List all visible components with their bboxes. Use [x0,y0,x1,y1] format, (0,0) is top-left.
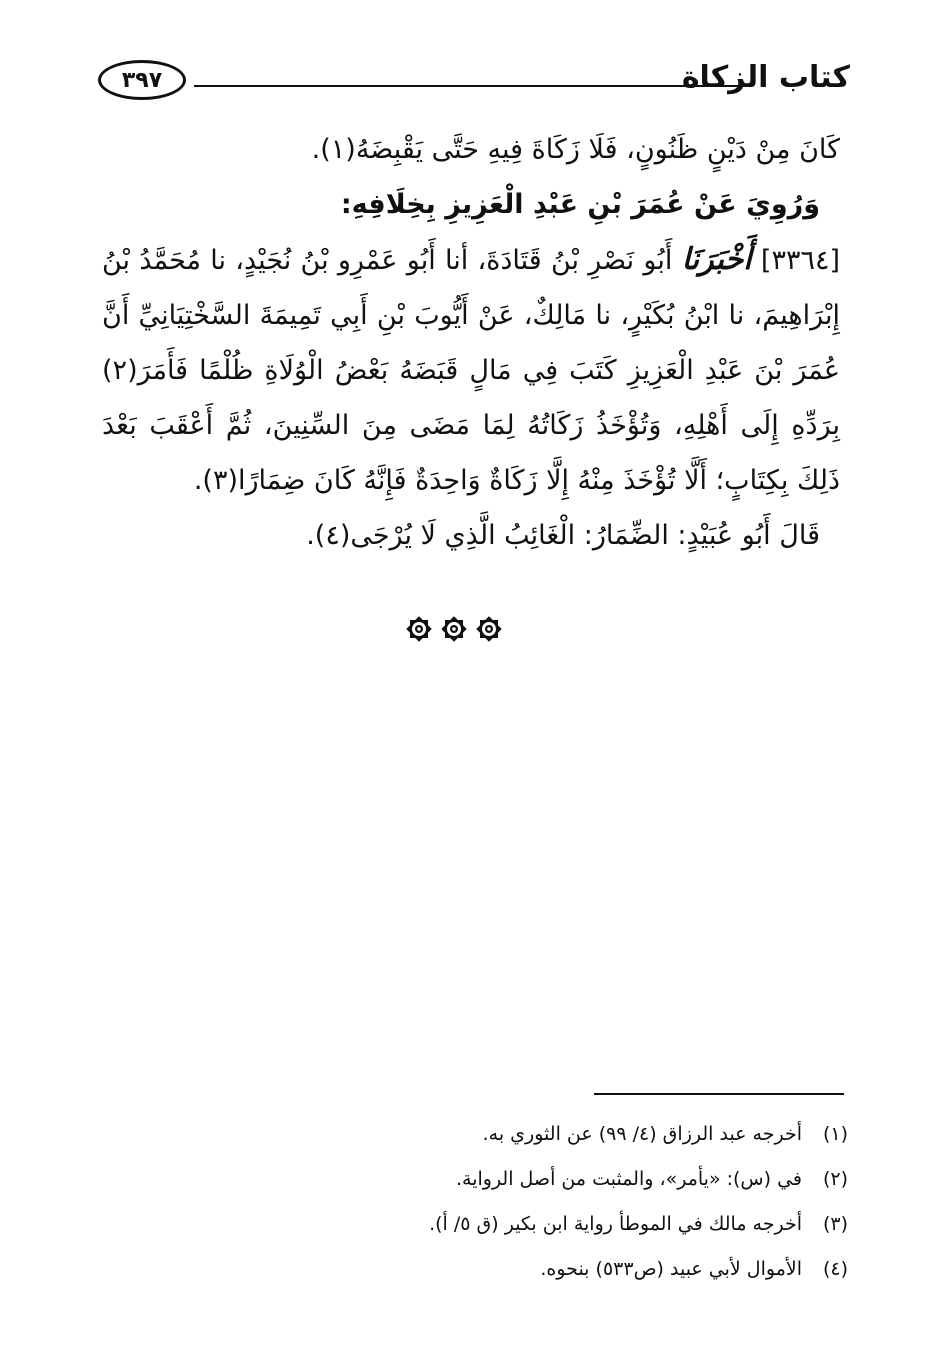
footnote-number: (٤) [822,1258,848,1280]
footnote-text: أخرجه مالك في الموطأ رواية ابن بكير (ق ٥/ أ). [429,1213,802,1235]
footnote-number: (٣) [822,1213,848,1235]
akhbarana-word: أَخْبَرَنَا [681,242,752,277]
footnote-text: في (س): «يأمر»، والمثبت من أصل الرواية. [455,1168,802,1190]
rosette-icon [475,615,503,643]
section-ornament [405,612,503,646]
rosette-icon [405,615,433,643]
footnote-item [328,1112,848,1157]
page-number: ٣٩٧ [98,60,186,100]
footnote-text: أخرجه عبد الرزاق (٤/ ٩٩) عن الثوري به. [482,1123,802,1145]
footnote-item [328,1247,848,1292]
hadith-text: أَبُو نَصْرِ بْنُ قَتَادَةَ، أنا أَبُو عَمْرِو بْنُ نُجَيْدٍ، نا مُحَمَّدُ بْنُ إِبْرَاهِيمَ، نا ابْنُ بُكَيْرٍ، نا مَالِكٌ، عَنْ أَيُّوبَ بْنِ أَبِي تَمِيمَةَ السَّخْتِيَانِيِّ أَنَّ عُمَرَ بْنَ عَبْدِ الْعَزِيزِ كَتَبَ فِي مَالٍ قَبَضَهُ بَعْضُ الْوُلَاةِ ظُلْمًا فَأَمَرَ(٢) بِرَدِّهِ إِلَى أَهْلِهِ، وَتُؤْخَذُ زَكَاتُهُ لِمَا مَضَى مِنَ السِّنِينَ، ثُمَّ أَعْقَبَ بَعْدَ ذَلِكَ بِكِتَابٍ؛ أَلَّا تُؤْخَذَ مِنْهُ إِلَّا زَكَاةٌ وَاحِدَةٌ فَإِنَّهُ كَانَ ضِمَارًا(٣). [102,245,840,496]
text-line: كَانَ مِنْ دَيْنٍ ظَنُونٍ، فَلَا زَكَاةَ فِيهِ حَتَّى يَقْبِضَهُ(١). [311,134,840,165]
rosette-icon [440,615,468,643]
section-heading: وَرُوِيَ عَنْ عُمَرَ بْنِ عَبْدِ الْعَزِيزِ بِخِلَافِهِ: [340,189,820,220]
footnote-item [328,1157,848,1202]
footnote-number: (٢) [822,1168,848,1190]
footnote-number: (١) [822,1123,848,1145]
footnote-text: الأموال لأبي عبيد (ص٥٣٣) بنحوه. [540,1258,802,1280]
footnotes [328,1112,848,1292]
footnote-item [328,1202,848,1247]
main-text [102,122,840,563]
hadith-paragraph [102,232,840,508]
page-header [98,58,850,110]
footnote-divider [594,1093,844,1095]
book-title: كتاب الزكاة [681,60,850,95]
closing-statement: قَالَ أَبُو عُبَيْدٍ: الضِّمَارُ: الْغَائِبُ الَّذِي لَا يُرْجَى(٤). [306,520,820,551]
header-rule [194,85,746,87]
hadith-number: [٣٣٦٤] [760,245,840,276]
